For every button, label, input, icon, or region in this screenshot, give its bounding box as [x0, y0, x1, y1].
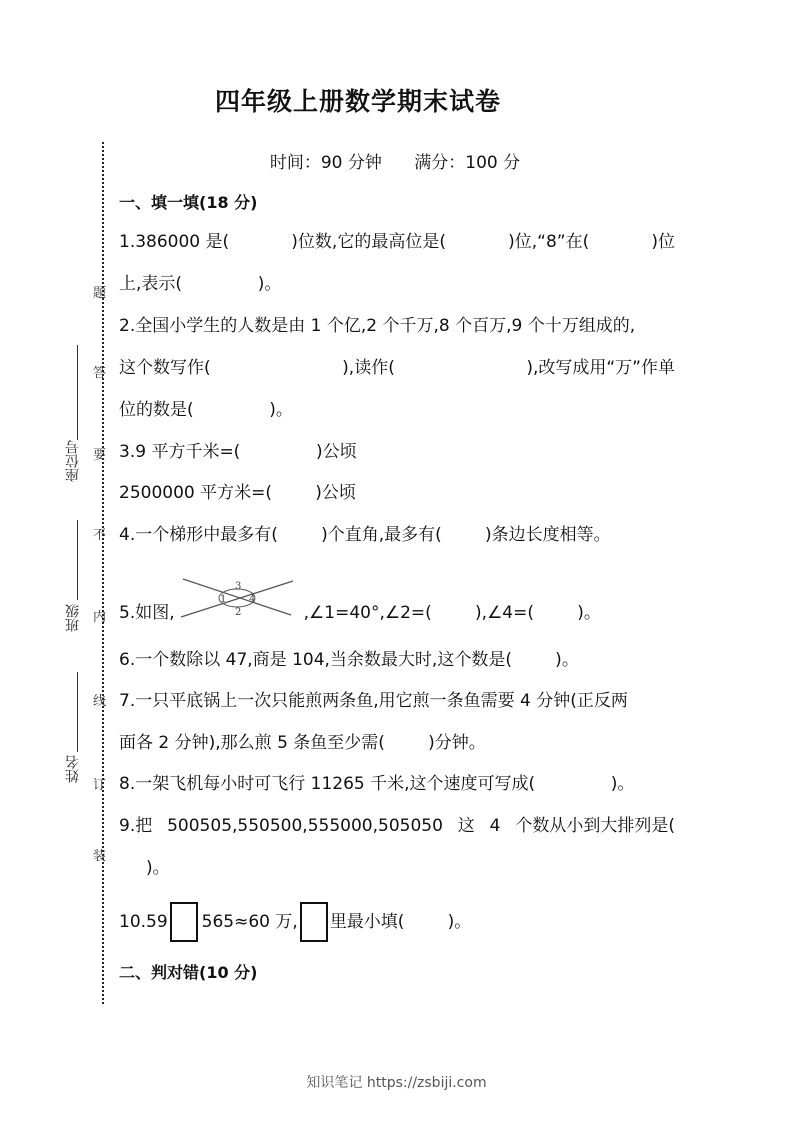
question-8: 8.一架飞机每小时可飞行 11265 千米,这个速度可写成( )。	[119, 774, 635, 794]
angle-label-3: 3	[234, 581, 241, 592]
text: 10.59	[119, 912, 168, 932]
angle-figure	[175, 577, 300, 625]
text: 里最小填( )。	[329, 912, 472, 932]
question-2-line-1: 2.全国小学生的人数是由 1 个亿,2 个千万,8 个百万,9 个十万组成的,	[119, 316, 636, 336]
question-5	[119, 581, 601, 625]
text: )位,“8”在(	[508, 232, 590, 252]
text: 565≈60 万,	[201, 912, 298, 932]
exam-title: 四年级上册数学期末试卷	[214, 87, 501, 116]
question-9-line-2: )。	[146, 858, 170, 878]
margin-char: 要	[93, 448, 107, 463]
seat-number-label: 座位号	[65, 440, 81, 482]
angle-label-1: 1	[219, 594, 226, 605]
margin-char: 题	[93, 286, 107, 301]
text: ),改写成用“万”作单	[526, 358, 675, 378]
question-7-line-1: 7.一只平底锅上一次只能煎两条鱼,用它煎一条鱼需要 4 分钟(正反两	[119, 691, 628, 711]
text: 这个数写作(	[119, 358, 211, 378]
text: )位数,它的最高位是(	[291, 232, 446, 252]
answer-box[interactable]	[300, 902, 328, 942]
question-9-line-1	[119, 814, 675, 838]
question-3-line-1: 3.9 平方千米=( )公顷	[119, 442, 357, 462]
margin-char: 内	[93, 610, 107, 625]
question-1-line-2: 上,表示( )。	[119, 274, 282, 294]
margin-char: 不	[93, 528, 107, 543]
question-1-line-1	[119, 230, 675, 254]
text: ,∠1=40°,∠2=( ),∠4=( )。	[303, 603, 601, 623]
question-3-line-2: 2500000 平方米=( )公顷	[119, 483, 356, 503]
name-blank[interactable]	[77, 672, 78, 752]
class-blank[interactable]	[77, 520, 78, 600]
class-label: 班级	[65, 604, 81, 632]
text: 500505,550500,555000,505050	[167, 816, 443, 836]
question-7-line-2: 面各 2 分钟),那么煎 5 条鱼至少需( )分钟。	[119, 733, 486, 753]
margin-char: 线	[93, 694, 107, 709]
text: 4	[489, 816, 501, 836]
exam-time-score: 时间：90 分钟 满分：100 分	[269, 153, 521, 173]
section-heading-fill: 一、填一填(18 分)	[119, 193, 258, 212]
answer-box[interactable]	[170, 902, 198, 942]
margin-char: 装	[93, 849, 107, 864]
question-4: 4.一个梯形中最多有( )个直角,最多有( )条边长度相等。	[119, 525, 611, 545]
text: 这	[457, 816, 475, 836]
text: 9.把	[119, 816, 153, 836]
text: ),读作(	[342, 358, 395, 378]
text: 个数从小到大排列是(	[515, 816, 675, 836]
question-2-line-2	[119, 356, 675, 380]
text: )位	[651, 232, 675, 252]
text: 5.如图,	[119, 603, 175, 623]
angle-label-4: 4	[248, 594, 255, 605]
margin-char: 订	[93, 778, 107, 793]
question-6: 6.一个数除以 47,商是 104,当余数最大时,这个数是( )。	[119, 650, 579, 670]
question-2-line-3: 位的数是( )。	[119, 400, 293, 420]
margin-char: 答	[93, 366, 107, 381]
seat-number-blank[interactable]	[77, 345, 78, 440]
question-10	[119, 902, 471, 942]
name-label: 姓名	[65, 755, 81, 783]
section-heading-true-false: 二、判对错(10 分)	[119, 963, 258, 982]
binding-dotted-line	[102, 142, 104, 1004]
angle-label-2: 2	[234, 607, 241, 618]
footer-watermark: 知识笔记 https://zsbiji.com	[306, 1075, 487, 1091]
text: 1.386000 是(	[119, 232, 230, 252]
